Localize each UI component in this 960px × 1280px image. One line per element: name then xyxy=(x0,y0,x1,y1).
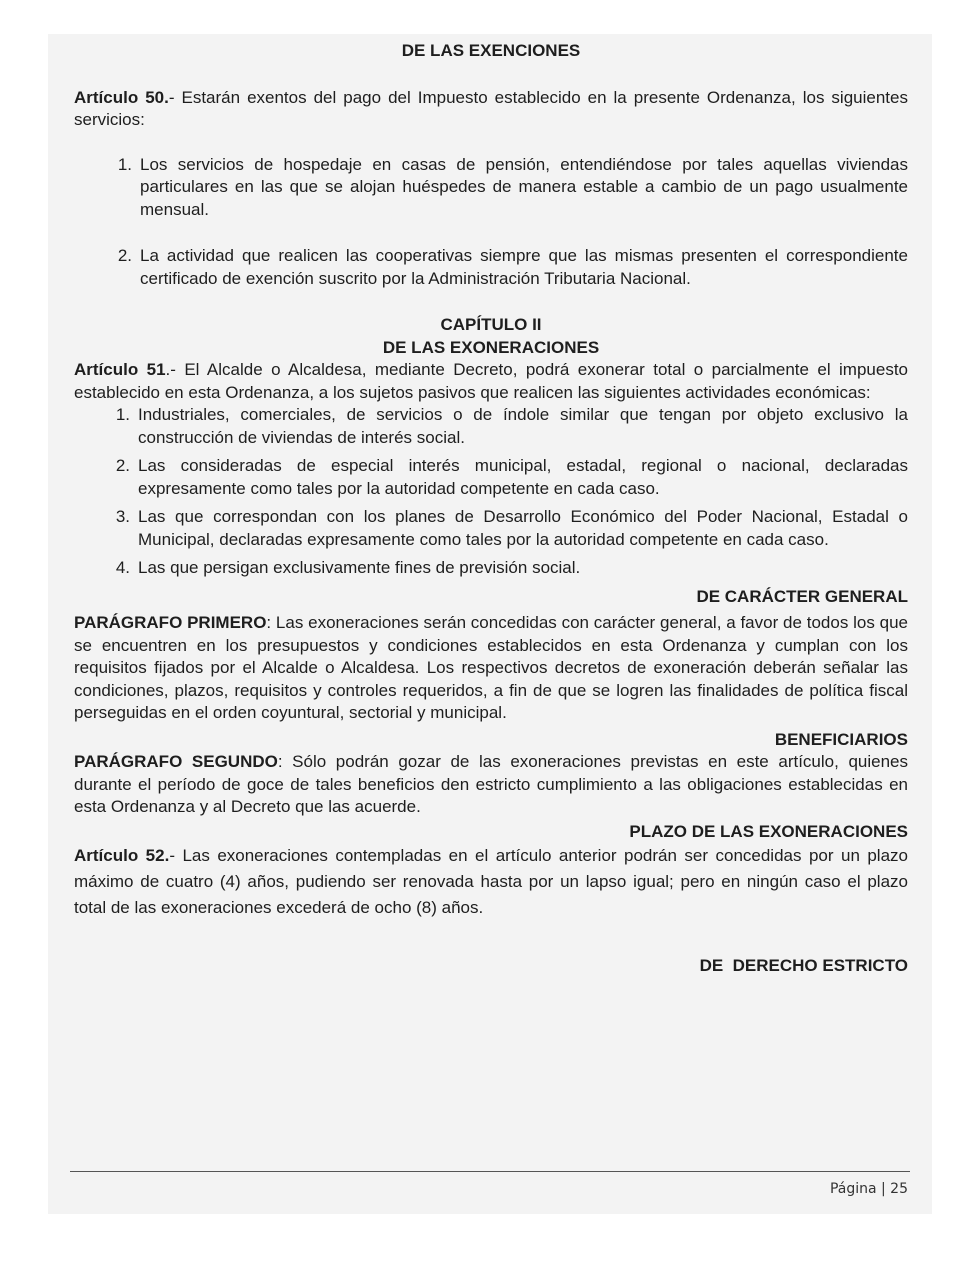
list-item xyxy=(74,154,908,222)
article-52-text: - Las exoneraciones contempladas en el artículo anterior podrán ser concedidas por un plazo máximo de cuatro (4) años, pudiendo ser renovada hasta por un lapso igual; pero en ningún caso el plazo total de las exoneraciones excederá de ocho (8) años. xyxy=(74,846,908,917)
document-body xyxy=(74,40,908,978)
article-50 xyxy=(74,87,908,132)
page-number: Página | 25 xyxy=(829,1181,908,1197)
list-item-number: 1. xyxy=(117,154,132,174)
paragrafo-segundo-label: PARÁGRAFO SEGUNDO xyxy=(74,752,278,771)
article-52-label: Artículo 52. xyxy=(74,846,170,865)
list-item-text: Las consideradas de especial interés municipal, estadal, regional o nacional, declaradas expresamente como tales por la autoridad competente en cada caso. xyxy=(138,456,908,498)
list-item xyxy=(74,557,908,580)
heading-de-caracter-general: DE CARÁCTER GENERAL xyxy=(696,586,908,606)
paragrafo-segundo-text: : Sólo podrán gozar de las exoneraciones previstas en este artículo, quienes durante el período de goce de tales beneficios den estricto cumplimiento a las obligaciones establecidas en esta Ordenanza y al Decreto que las acuerde. xyxy=(74,752,908,816)
article-50-label: Artículo 50. xyxy=(74,87,169,107)
list-item-number: 3. xyxy=(115,507,130,526)
paragrafo-segundo xyxy=(74,751,908,819)
list-item xyxy=(74,404,908,449)
footer-divider xyxy=(70,1171,910,1172)
chapter-title: CAPÍTULO II xyxy=(440,315,542,334)
article-51 xyxy=(74,359,908,404)
list-item-number: 1. xyxy=(115,405,130,424)
list-item-number: 2. xyxy=(115,456,130,475)
list-item xyxy=(74,245,908,290)
list-item-text: La actividad que realicen las cooperativas siempre que las mismas presenten el correspondiente certificado de exención suscrito por la Administración Tributaria Nacional. xyxy=(140,246,908,288)
heading-beneficiarios: BENEFICIARIOS xyxy=(774,729,908,749)
chapter-subtitle: DE LAS EXONERACIONES xyxy=(382,337,600,357)
list-item-text: Industriales, comerciales, de servicios o de índole similar que tengan por objeto exclusivo la construcción de viviendas de interés social. xyxy=(138,405,908,447)
list-item-text: Las que correspondan con los planes de Desarrollo Económico del Poder Nacional, Estadal o Municipal, declaradas expresamente como tales por la autoridad competente en cada caso. xyxy=(138,507,908,549)
article-50-list xyxy=(74,154,908,291)
heading-de-las-exenciones: DE LAS EXENCIONES xyxy=(401,41,581,60)
article-51-label: Artículo 51 xyxy=(74,360,166,379)
list-item xyxy=(74,506,908,551)
list-item xyxy=(74,455,908,500)
heading-de-derecho-estricto: DE DERECHO ESTRICTO xyxy=(699,956,908,975)
article-51-text: .- El Alcalde o Alcaldesa, mediante Decreto, podrá exonerar total o parcialmente el impuesto establecido en esta Ordenanza, a los sujetos pasivos que realicen las siguientes actividades económicas: xyxy=(74,360,908,402)
article-50-text: - Estarán exentos del pago del Impuesto establecido en la presente Ordenanza, los siguientes servicios: xyxy=(74,87,908,129)
list-item-number: 4. xyxy=(115,558,130,577)
paragrafo-primero xyxy=(74,612,908,725)
article-52 xyxy=(74,843,908,921)
article-51-list xyxy=(74,404,908,580)
paragrafo-primero-text: : Las exoneraciones serán concedidas con carácter general, a favor de todos los que se encuentren en los presupuestos y condiciones establecidos en esta Ordenanza y cumplan con los requisitos fijados por el Alcalde o Alcaldesa. Los respectivos decretos de exoneración deberán señalar las condiciones, plazos, requisitos y controles requeridos, a fin de que se logren las finalidades de política fiscal perseguidas en el orden coyuntural, sectorial y municipal. xyxy=(74,613,908,722)
paragrafo-primero-label: PARÁGRAFO PRIMERO xyxy=(74,613,267,632)
heading-plazo-exoneraciones: PLAZO DE LAS EXONERACIONES xyxy=(629,821,908,841)
list-item-number: 2. xyxy=(117,246,132,265)
list-item-text: Las que persigan exclusivamente fines de previsión social. xyxy=(138,558,581,577)
list-item-text: Los servicios de hospedaje en casas de pensión, entendiéndose por tales aquellas viviendas particulares en las que se alojan huéspedes de manera estable a cambio de un pago usualmente mensual. xyxy=(140,154,908,219)
